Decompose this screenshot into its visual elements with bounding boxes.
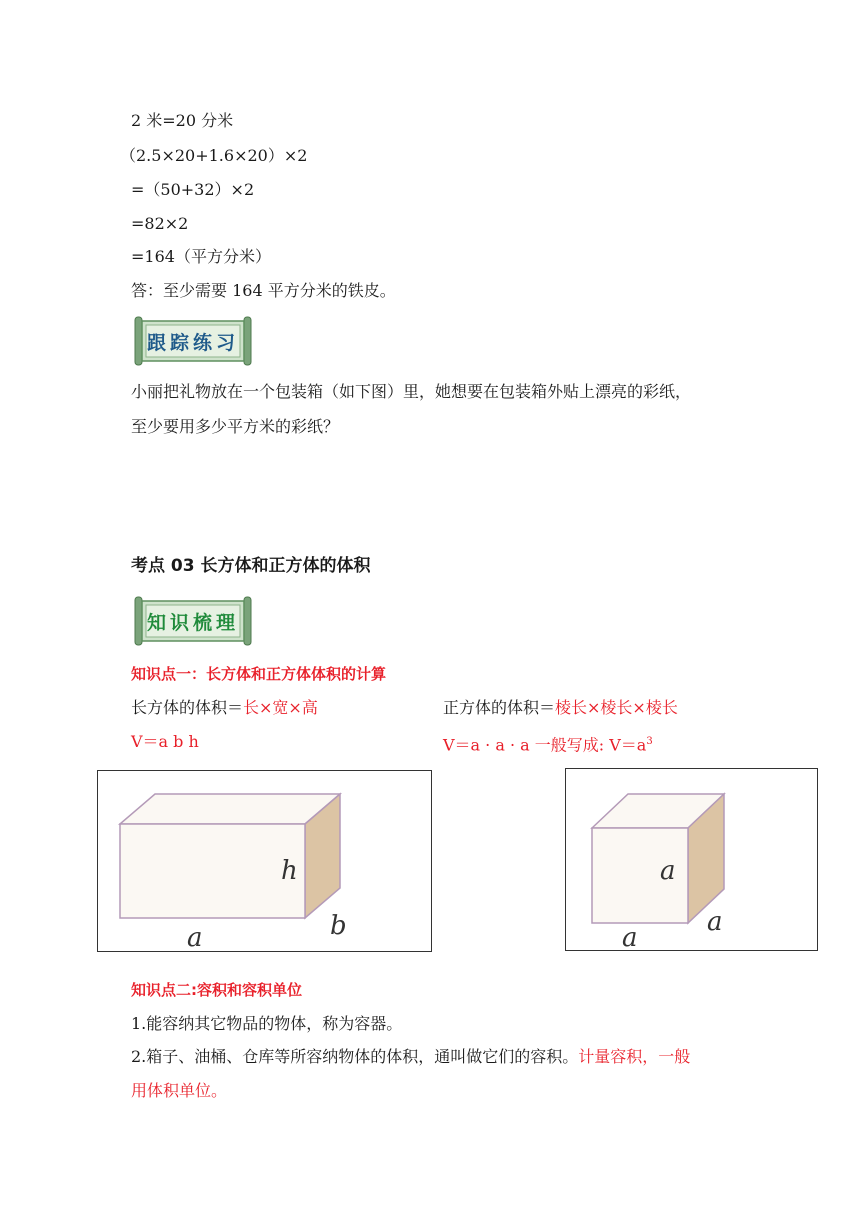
cuboid-symbol-formula: V＝a b h: [131, 732, 199, 751]
cube-height-label: a: [660, 856, 676, 886]
cuboid-width-label: b: [330, 911, 347, 941]
solution-line-1: 2 米=20 分米: [131, 111, 234, 130]
knowledge-banner-label: 知识梳理: [146, 611, 239, 634]
point2-item-2-highlight: 计量容积，一般: [578, 1047, 691, 1066]
solution-line-5: =164（平方分米）: [131, 247, 271, 266]
cube-symbol-text: V＝a · a · a 一般写成: V＝a: [443, 735, 647, 755]
cuboid-volume-formula: [131, 698, 318, 718]
point2-item-2-text: 2.箱子、油桶、仓库等所容纳物体的体积，通叫做它们的容积。: [131, 1047, 579, 1066]
point2-title: 知识点二:容积和容积单位: [131, 981, 302, 999]
cuboid-front-face: [120, 824, 305, 918]
cuboid-top-face: [120, 794, 340, 824]
knowledge-banner: [131, 595, 255, 647]
solution-line-4: =82×2: [131, 214, 189, 233]
cuboid-figure: [97, 770, 432, 952]
practice-text-line-1: 小丽把礼物放在一个包装箱（如下图）里，她想要在包装箱外贴上漂亮的彩纸，: [131, 382, 692, 401]
cube-symbol-formula: [443, 732, 653, 755]
cube-figure: [565, 768, 818, 951]
cube-width-label: a: [707, 907, 723, 937]
cuboid-volume-prefix: 长方体的体积＝: [131, 698, 244, 717]
solution-line-3: =（50+32）×2: [131, 180, 255, 199]
cuboid-height-label: h: [281, 856, 298, 886]
cuboid-volume-expr: 长×宽×高: [243, 698, 318, 717]
cube-drawing: [566, 769, 817, 950]
cube-length-label: a: [622, 923, 638, 950]
point2-item-1: 1.能容纳其它物品的物体，称为容器。: [131, 1014, 403, 1033]
section-title: 考点 03 长方体和正方体的体积: [131, 556, 371, 576]
point2-item-2: [131, 1047, 690, 1067]
practice-banner-label: 跟踪练习: [146, 331, 239, 354]
practice-text-line-2: 至少要用多少平方米的彩纸？: [131, 417, 340, 436]
point2-item-2-continuation: 用体积单位。: [131, 1081, 228, 1100]
solution-line-2: （2.5×20+1.6×20）×2: [120, 146, 308, 165]
cube-volume-formula: [443, 698, 678, 718]
cube-volume-expr: 棱长×棱长×棱长: [555, 698, 678, 717]
point1-title: 知识点一：长方体和正方体体积的计算: [131, 665, 387, 683]
cube-volume-prefix: 正方体的体积＝: [443, 698, 556, 717]
practice-banner: [131, 315, 255, 367]
answer-line: 答：至少需要 164 平方分米的铁皮。: [131, 281, 396, 300]
cuboid-drawing: [98, 771, 431, 951]
cube-symbol-exponent: 3: [646, 736, 653, 747]
cuboid-length-label: a: [187, 923, 203, 951]
